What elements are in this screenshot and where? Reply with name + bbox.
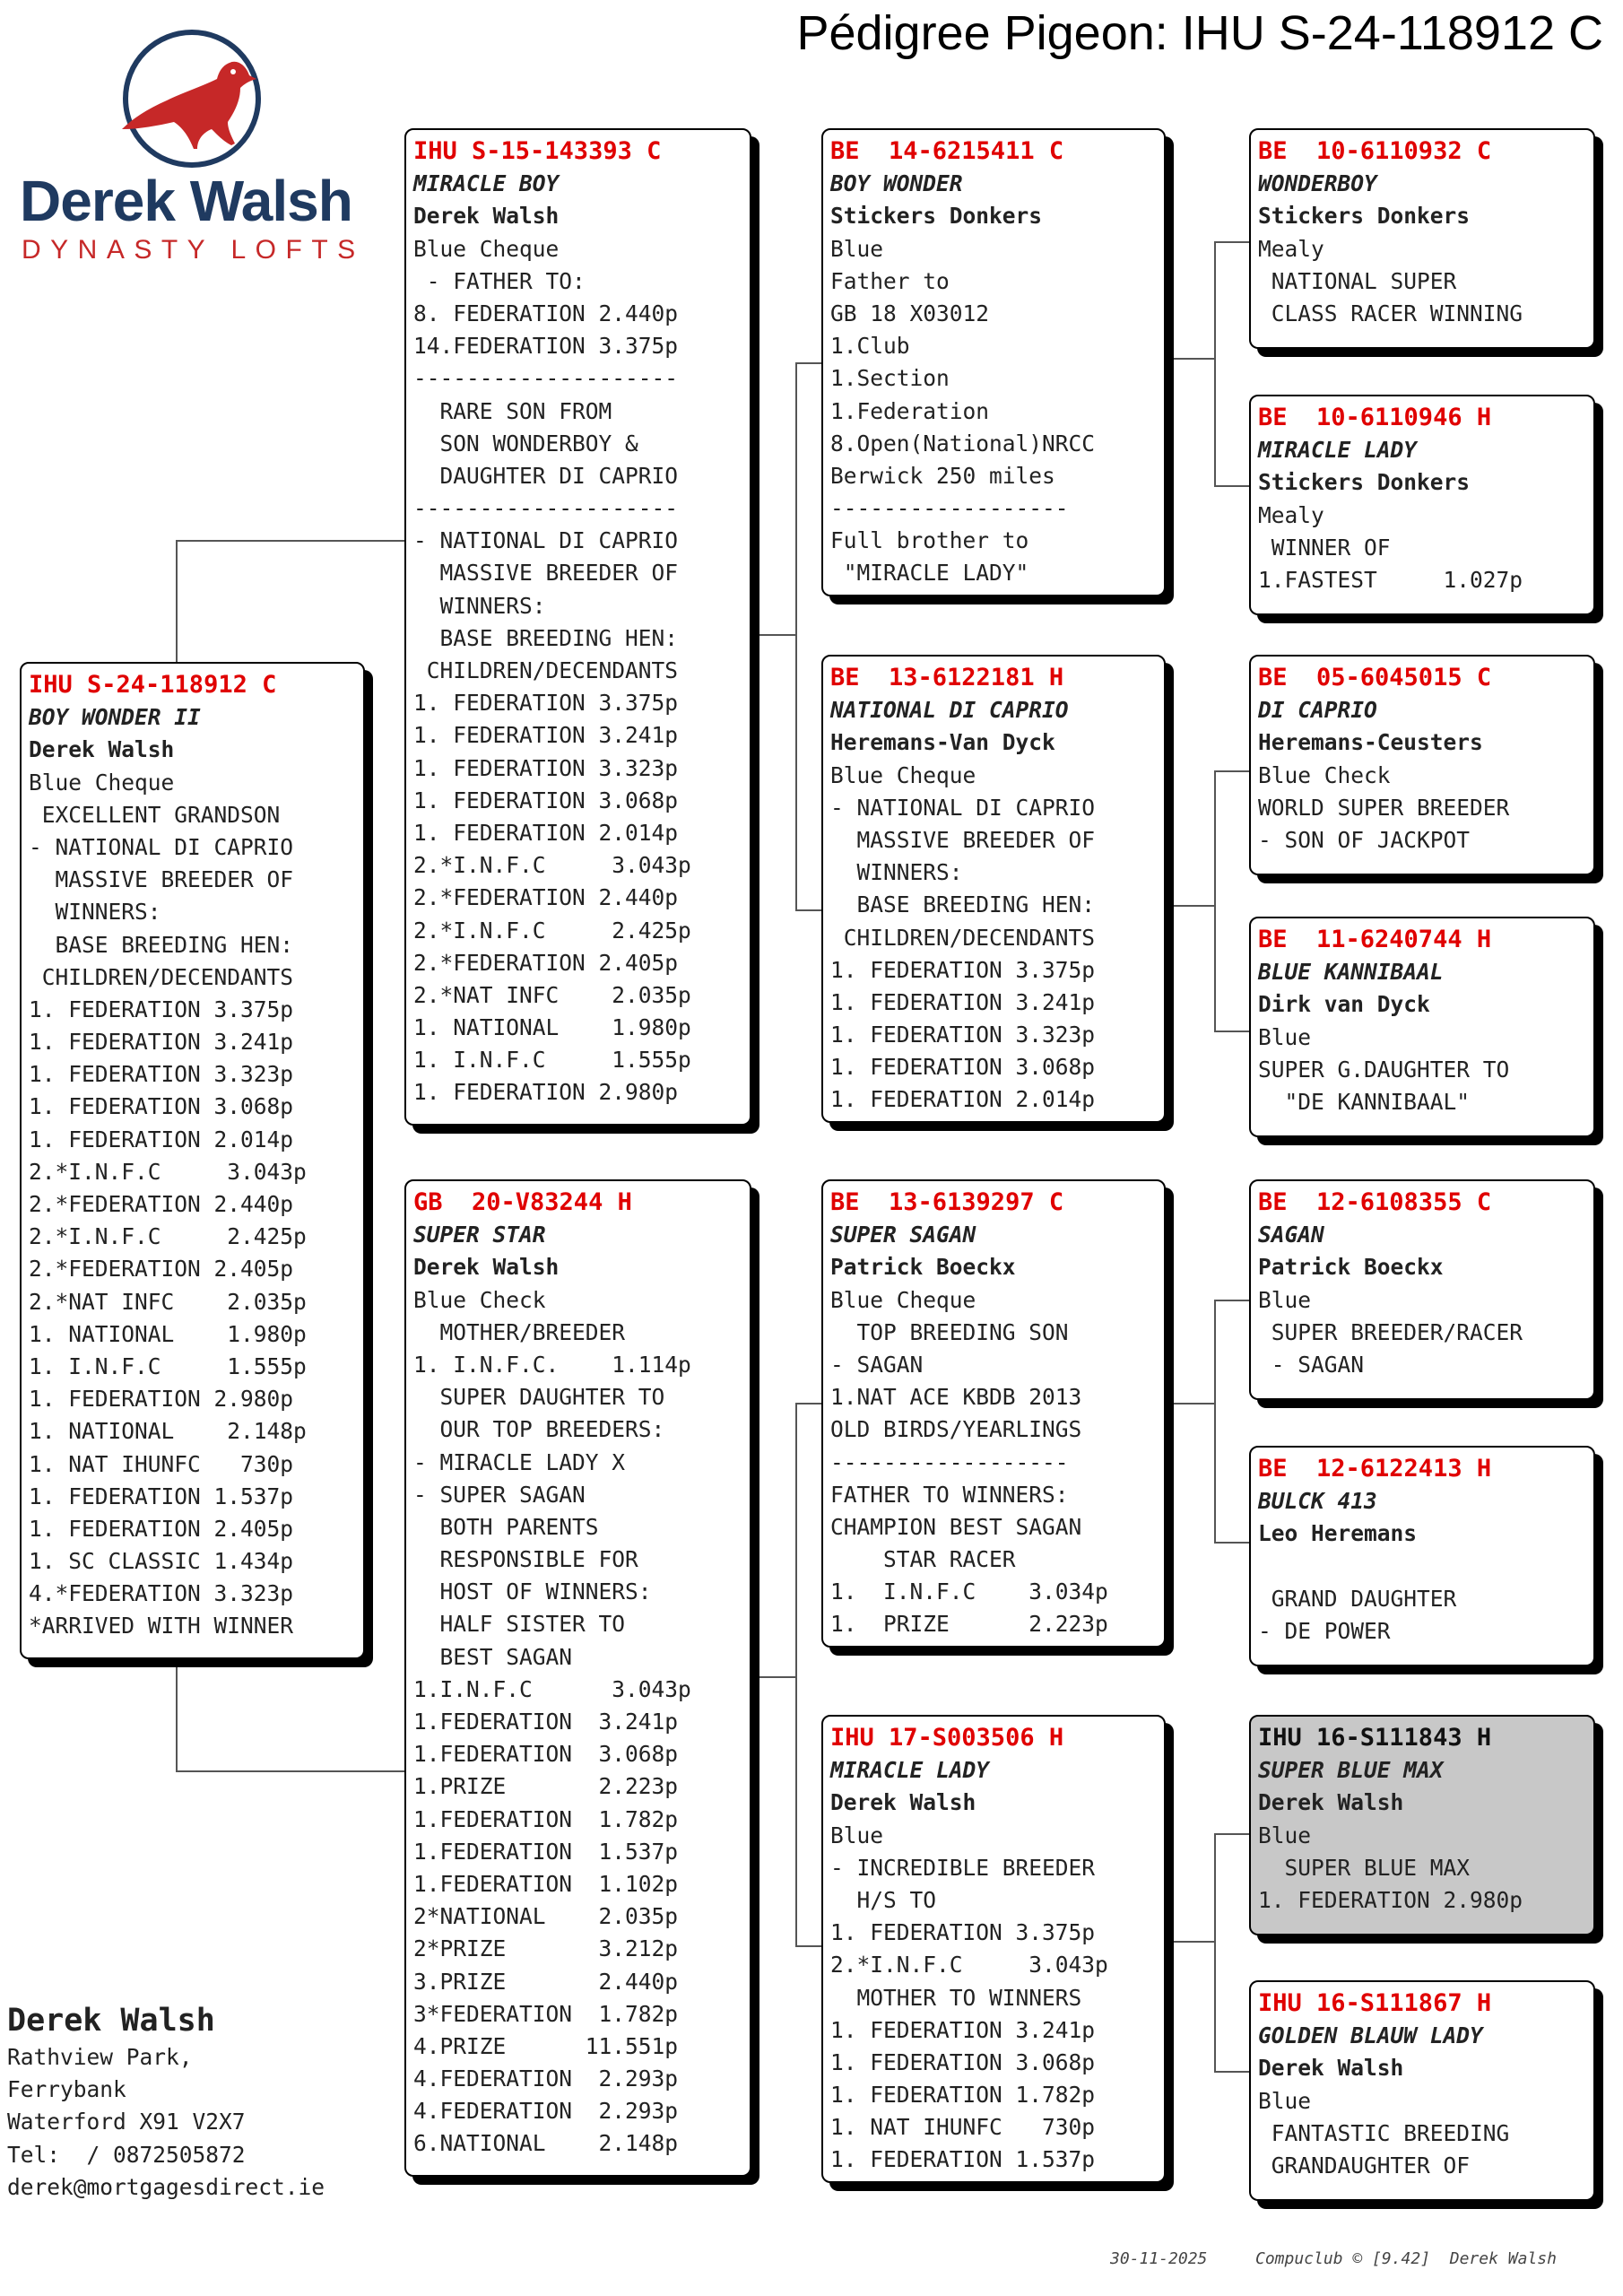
note-line: 1. FEDERATION 3.068p xyxy=(29,1093,294,1120)
note-line: 1. PRIZE 2.223p xyxy=(830,1611,1108,1638)
owner-name: Dirk van Dyck xyxy=(1258,991,1430,1018)
note-line: "MIRACLE LADY" xyxy=(830,560,1029,587)
note-line: 2.*FEDERATION 2.440p xyxy=(413,884,679,911)
ring-number: IHU S-24-118912 C xyxy=(29,671,277,699)
pigeon-card-sire-dam[interactable] xyxy=(821,655,1166,1123)
note-line: 1.FEDERATION 1.102p xyxy=(413,1870,679,1897)
note-line: 1. SC CLASSIC 1.434p xyxy=(29,1548,294,1575)
note-line: GRANDAUGHTER OF xyxy=(1258,2152,1471,2179)
note-line: 1.NAT ACE KBDB 2013 xyxy=(830,1384,1082,1411)
note-line: 1. FEDERATION 2.405p xyxy=(29,1515,294,1542)
pigeon-name: GOLDEN BLAUW LADY xyxy=(1258,2022,1483,2049)
note-line: SUPER DAUGHTER TO xyxy=(413,1384,665,1411)
pigeon-name: BOY WONDER xyxy=(830,170,963,197)
pigeon-name: BULCK 413 xyxy=(1258,1488,1377,1515)
note-line: 1.I.N.F.C 3.043p xyxy=(413,1675,691,1702)
pigeon-color: Mealy xyxy=(1258,501,1324,528)
pedigree-notes xyxy=(1258,1317,1586,1381)
pigeon-name: MIRACLE LADY xyxy=(830,1757,990,1784)
note-line: "DE KANNIBAAL" xyxy=(1258,1088,1471,1115)
note-line: MOTHER TO WINNERS xyxy=(830,1984,1082,2011)
owner-name: Patrick Boeckx xyxy=(830,1254,1016,1281)
ring-number: BE 13-6122181 H xyxy=(830,664,1064,691)
note-line: 1. NATIONAL 2.148p xyxy=(29,1418,307,1445)
note-line: 1.PRIZE 2.223p xyxy=(413,1773,679,1800)
note-line: *ARRIVED WITH WINNER xyxy=(29,1613,294,1639)
note-line: -------------------- xyxy=(413,365,679,392)
page-title: Pédigree Pigeon: IHU S-24-118912 C xyxy=(796,6,1603,60)
note-line: WORLD SUPER BREEDER xyxy=(1258,794,1510,821)
pedigree-notes xyxy=(1258,265,1586,330)
note-line: MASSIVE BREEDER OF xyxy=(29,866,294,893)
note-line: 1. I.N.F.C 1.555p xyxy=(413,1047,691,1074)
pedigree-notes xyxy=(1258,792,1586,857)
note-line: 1. FEDERATION 3.241p xyxy=(413,722,679,749)
note-line: 1. FEDERATION 3.375p xyxy=(830,1919,1096,1946)
owner-name: Stickers Donkers xyxy=(830,203,1043,230)
note-line: 1. FEDERATION 3.375p xyxy=(29,996,294,1022)
owner-name: Stickers Donkers xyxy=(1258,469,1471,496)
pigeon-color: Blue xyxy=(1258,1822,1312,1848)
note-line: 1. FEDERATION 3.323p xyxy=(830,1022,1096,1048)
owner-name: Derek Walsh xyxy=(830,1789,976,1816)
note-line: 2.*NAT INFC 2.035p xyxy=(413,981,691,1008)
pigeon-card-dsd[interactable] xyxy=(1249,1446,1595,1666)
owner-name: Derek Walsh xyxy=(1258,1789,1404,1816)
note-line: SUPER G.DAUGHTER TO xyxy=(1258,1056,1510,1083)
note-line: - NATIONAL DI CAPRIO xyxy=(29,833,294,860)
note-line: 1. FEDERATION 2.014p xyxy=(413,819,679,846)
owner-name: Stickers Donkers xyxy=(1258,203,1471,230)
note-line: ------------------ xyxy=(830,495,1069,522)
note-line: - FATHER TO: xyxy=(413,267,586,294)
owner-name: Derek Walsh xyxy=(413,1254,560,1281)
note-line: - SON OF JACKPOT xyxy=(1258,826,1471,853)
ring-number: BE 11-6240744 H xyxy=(1258,926,1492,953)
pigeon-color: Blue xyxy=(830,235,884,262)
pedigree-notes xyxy=(830,265,1157,590)
owner-name: Patrick Boeckx xyxy=(1258,1254,1444,1281)
note-line: 2.*I.N.F.C 3.043p xyxy=(830,1952,1108,1979)
note-line: HOST OF WINNERS: xyxy=(413,1578,652,1605)
note-line: 1. FEDERATION 3.375p xyxy=(413,690,679,717)
pedigree-notes xyxy=(1258,2118,1586,2182)
pigeon-card-ssd[interactable] xyxy=(1249,395,1595,615)
ring-number: BE 05-6045015 C xyxy=(1258,664,1492,691)
note-line: BASE BREEDING HEN: xyxy=(29,931,294,958)
note-line: - INCREDIBLE BREEDER xyxy=(830,1854,1096,1881)
note-line: EXCELLENT GRANDSON xyxy=(29,801,281,828)
note-line: 1. I.N.F.C. 1.114p xyxy=(413,1351,691,1378)
note-line: 1. I.N.F.C 3.034p xyxy=(830,1578,1108,1605)
pedigree-notes xyxy=(413,265,742,1109)
note-line: 1. FEDERATION 2.014p xyxy=(830,1086,1096,1113)
note-line: CHILDREN/DECENDANTS xyxy=(830,924,1096,951)
note-line: Father to xyxy=(830,267,950,294)
pigeon-color: Mealy xyxy=(1258,235,1324,262)
note-line: 14.FEDERATION 3.375p xyxy=(413,333,679,360)
pigeon-color: Blue Cheque xyxy=(830,1286,976,1313)
note-line: OUR TOP BREEDERS: xyxy=(413,1416,665,1443)
note-line: 1.Section xyxy=(830,365,950,392)
pedigree-notes xyxy=(1258,1583,1586,1648)
note-line: 1.FASTEST 1.027p xyxy=(1258,566,1523,593)
logo-wordmark: Derek Walsh xyxy=(20,169,352,233)
footer-date: 30-11-2025 xyxy=(1110,2249,1208,2268)
pigeon-name: SUPER BLUE MAX xyxy=(1258,1757,1444,1784)
note-line: 2*NATIONAL 2.035p xyxy=(413,1903,679,1930)
owner-name: Heremans-Van Dyck xyxy=(830,729,1055,756)
address-name: Derek Walsh xyxy=(7,2003,215,2039)
note-line: 2.*FEDERATION 2.405p xyxy=(413,949,679,976)
note-line: HALF SISTER TO xyxy=(413,1611,626,1638)
address-email: derek@mortgagesdirect.ie xyxy=(7,2173,325,2200)
note-line: 2.*I.N.F.C 3.043p xyxy=(29,1158,307,1185)
note-line: 1. FEDERATION 2.980p xyxy=(29,1386,294,1413)
note-line: 1. NAT IHUNFC 730p xyxy=(830,2114,1096,2141)
pigeon-card-sss[interactable] xyxy=(1249,128,1595,349)
note-line: BASE BREEDING HEN: xyxy=(830,891,1096,918)
note-line: 3*FEDERATION 1.782p xyxy=(413,2000,679,2027)
note-line: 6.NATIONAL 2.148p xyxy=(413,2130,679,2157)
address-line: Ferrybank xyxy=(7,2076,126,2103)
note-line: - MIRACLE LADY X xyxy=(413,1448,626,1475)
pigeon-card-dam[interactable] xyxy=(404,1179,751,2177)
note-line: - NATIONAL DI CAPRIO xyxy=(830,794,1096,821)
owner-name: Derek Walsh xyxy=(1258,2055,1404,2082)
ring-number: IHU S-15-143393 C xyxy=(413,137,662,165)
footer-software: Compuclub © [9.42] Derek Walsh xyxy=(1255,2249,1557,2268)
note-line: - SUPER SAGAN xyxy=(413,1481,586,1508)
note-line: Full brother to xyxy=(830,527,1029,554)
note-line: 1.FEDERATION 1.537p xyxy=(413,1838,679,1865)
note-line: WINNERS: xyxy=(830,859,963,886)
note-line: WINNERS: xyxy=(29,899,161,926)
pigeon-card-ddd[interactable] xyxy=(1249,1980,1595,2201)
note-line: GB 18 X03012 xyxy=(830,300,990,326)
note-line: Berwick 250 miles xyxy=(830,462,1055,489)
note-line: 2*PRIZE 3.212p xyxy=(413,1935,679,1962)
pigeon-color: Blue xyxy=(830,1822,884,1848)
note-line: 1. FEDERATION 3.068p xyxy=(830,2048,1096,2075)
note-line: 1. FEDERATION 3.068p xyxy=(413,787,679,813)
note-line: MASSIVE BREEDER OF xyxy=(413,560,679,587)
note-line: - SAGAN xyxy=(1258,1351,1365,1378)
note-line: RARE SON FROM xyxy=(413,397,612,424)
pigeon-name: SAGAN xyxy=(1258,1222,1324,1248)
note-line: 8. FEDERATION 2.440p xyxy=(413,300,679,326)
pigeon-name: SUPER STAR xyxy=(413,1222,546,1248)
pedigree-notes xyxy=(830,1317,1157,1641)
pigeon-card-dam-dam[interactable] xyxy=(821,1715,1166,2183)
pigeon-card-sds[interactable] xyxy=(1249,655,1595,875)
note-line: 1. FEDERATION 3.241p xyxy=(830,988,1096,1015)
note-line: 1.FEDERATION 3.068p xyxy=(413,1741,679,1768)
note-line: 2.*I.N.F.C 2.425p xyxy=(413,917,691,944)
note-line: BASE BREEDING HEN: xyxy=(413,624,679,651)
note-line: 2.*FEDERATION 2.440p xyxy=(29,1191,294,1217)
note-line: 1. FEDERATION 1.782p xyxy=(830,2082,1096,2109)
note-line: 2.*I.N.F.C 3.043p xyxy=(413,852,691,879)
pedigree-notes xyxy=(413,1317,742,2161)
address-phone: Tel: / 0872505872 xyxy=(7,2141,246,2168)
note-line: TOP BREEDING SON xyxy=(830,1318,1069,1345)
pigeon-card-dam-sire[interactable] xyxy=(821,1179,1166,1648)
pigeon-name: MIRACLE LADY xyxy=(1258,437,1418,464)
owner-address xyxy=(7,2000,325,2204)
pedigree-notes xyxy=(830,1852,1157,2177)
note-line: SUPER BLUE MAX xyxy=(1258,1854,1471,1881)
ring-number: BE 14-6215411 C xyxy=(830,137,1064,165)
pigeon-card-dds[interactable] xyxy=(1249,1715,1595,1935)
note-line: 1. I.N.F.C 1.555p xyxy=(29,1352,307,1379)
note-line: 1. FEDERATION 3.323p xyxy=(29,1061,294,1088)
logo-subtitle: DYNASTY LOFTS xyxy=(22,235,365,265)
ring-number: IHU 17-S003506 H xyxy=(830,1724,1064,1752)
pigeon-card-sire[interactable] xyxy=(404,128,751,1126)
note-line: SON WONDERBOY & xyxy=(413,430,638,457)
note-line: MASSIVE BREEDER OF xyxy=(830,826,1096,853)
note-line: 2.*FEDERATION 2.405p xyxy=(29,1256,294,1283)
ring-number: BE 12-6122413 H xyxy=(1258,1455,1492,1483)
pigeon-name: DI CAPRIO xyxy=(1258,697,1377,724)
pigeon-name: NATIONAL DI CAPRIO xyxy=(830,697,1069,724)
note-line: STAR RACER xyxy=(830,1546,1016,1573)
ring-number: BE 12-6108355 C xyxy=(1258,1188,1492,1216)
ring-number: IHU 16-S111867 H xyxy=(1258,1989,1492,2017)
note-line: CHILDREN/DECENDANTS xyxy=(413,657,679,683)
note-line: 1.FEDERATION 1.782p xyxy=(413,1805,679,1832)
pigeon-card-dss[interactable] xyxy=(1249,1179,1595,1400)
note-line: - NATIONAL DI CAPRIO xyxy=(413,527,679,554)
ring-number: IHU 16-S111843 H xyxy=(1258,1724,1492,1752)
owner-name: Leo Heremans xyxy=(1258,1520,1418,1547)
ring-number: BE 10-6110946 H xyxy=(1258,404,1492,431)
note-line: WINNER OF xyxy=(1258,534,1391,561)
ring-number: BE 10-6110932 C xyxy=(1258,137,1492,165)
note-line: CHAMPION BEST SAGAN xyxy=(830,1513,1082,1540)
note-line: 8.Open(National)NRCC xyxy=(830,430,1096,457)
pigeon-color: Blue Cheque xyxy=(29,769,175,796)
pigeon-name: BOY WONDER II xyxy=(29,704,201,731)
note-line: BOTH PARENTS xyxy=(413,1513,599,1540)
ring-number: GB 20-V83244 H xyxy=(413,1188,632,1216)
note-line: 1. FEDERATION 3.068p xyxy=(830,1054,1096,1081)
address-line: Rathview Park, xyxy=(7,2044,193,2070)
note-line: 1. FEDERATION 1.537p xyxy=(29,1483,294,1509)
note-line: OLD BIRDS/YEARLINGS xyxy=(830,1416,1082,1443)
note-line: 1. FEDERATION 2.980p xyxy=(1258,1886,1523,1913)
note-line: 3.PRIZE 2.440p xyxy=(413,1968,679,1995)
pigeon-color: Blue Check xyxy=(1258,761,1391,788)
note-line: - SAGAN xyxy=(830,1351,924,1378)
note-line: 1. NATIONAL 1.980p xyxy=(413,1014,691,1041)
note-line: GRAND DAUGHTER xyxy=(1258,1585,1457,1612)
pigeon-color xyxy=(1258,1551,1586,1583)
note-line: BEST SAGAN xyxy=(413,1643,573,1670)
owner-name: Derek Walsh xyxy=(413,203,560,230)
note-line: 1. FEDERATION 3.375p xyxy=(830,956,1096,983)
note-line: CLASS RACER WINNING xyxy=(1258,300,1523,326)
note-line: 1.Club xyxy=(830,333,910,360)
note-line: 1.FEDERATION 3.241p xyxy=(413,1709,679,1735)
note-line: 1. FEDERATION 3.323p xyxy=(413,754,679,781)
note-line: SUPER BREEDER/RACER xyxy=(1258,1318,1523,1345)
note-line: 4.PRIZE 11.551p xyxy=(413,2032,679,2059)
pigeon-name: SUPER SAGAN xyxy=(830,1222,976,1248)
note-line: 1. FEDERATION 2.980p xyxy=(413,1079,679,1106)
note-line: - DE POWER xyxy=(1258,1617,1391,1644)
note-line: 1. FEDERATION 3.241p xyxy=(29,1029,294,1056)
note-line: NATIONAL SUPER xyxy=(1258,267,1457,294)
pedigree-notes xyxy=(29,799,356,1643)
note-line: 1. FEDERATION 1.537p xyxy=(830,2146,1096,2173)
note-line: 1. FEDERATION 2.014p xyxy=(29,1126,294,1152)
ring-number: BE 13-6139297 C xyxy=(830,1188,1064,1216)
note-line: 1. NATIONAL 1.980p xyxy=(29,1320,307,1347)
note-line: RESPONSIBLE FOR xyxy=(413,1546,638,1573)
pigeon-card-sire-sire[interactable] xyxy=(821,128,1166,596)
note-line: -------------------- xyxy=(413,495,679,522)
owner-name: Heremans-Ceusters xyxy=(1258,729,1483,756)
pigeon-color: Blue Cheque xyxy=(413,235,560,262)
pedigree-notes xyxy=(1258,1054,1586,1118)
pigeon-name: MIRACLE BOY xyxy=(413,170,560,197)
note-line: FATHER TO WINNERS: xyxy=(830,1481,1069,1508)
pigeon-color: Blue xyxy=(1258,1286,1312,1313)
note-line: CHILDREN/DECENDANTS xyxy=(29,963,294,990)
note-line: 4.FEDERATION 2.293p xyxy=(413,2066,679,2092)
note-line: 1. NAT IHUNFC 730p xyxy=(29,1450,294,1477)
pedigree-notes xyxy=(1258,532,1586,596)
pigeon-name: WONDERBOY xyxy=(1258,170,1377,197)
note-line: 4.*FEDERATION 3.323p xyxy=(29,1580,294,1607)
note-line: 2.*NAT INFC 2.035p xyxy=(29,1288,307,1315)
note-line: 1. FEDERATION 3.241p xyxy=(830,2016,1096,2043)
address-line: Waterford X91 V2X7 xyxy=(7,2109,246,2135)
pedigree-notes xyxy=(1258,1852,1586,1917)
pigeon-name: BLUE KANNIBAAL xyxy=(1258,959,1444,986)
owner-name: Derek Walsh xyxy=(29,736,175,763)
pigeon-card-subject[interactable] xyxy=(20,662,365,1659)
pigeon-color: Blue xyxy=(1258,1023,1312,1050)
pigeon-card-sdd[interactable] xyxy=(1249,917,1595,1137)
pigeon-color: Blue Check xyxy=(413,1286,546,1313)
pedigree-notes xyxy=(830,792,1157,1117)
note-line: WINNERS: xyxy=(413,592,546,619)
note-line: DAUGHTER DI CAPRIO xyxy=(413,462,679,489)
pigeon-color: Blue xyxy=(1258,2087,1312,2114)
pigeon-color: Blue Cheque xyxy=(830,761,976,788)
note-line: 4.FEDERATION 2.293p xyxy=(413,2098,679,2125)
note-line: 2.*I.N.F.C 2.425p xyxy=(29,1223,307,1250)
note-line: MOTHER/BREEDER xyxy=(413,1318,626,1345)
note-line: FANTASTIC BREEDING xyxy=(1258,2119,1510,2146)
note-line: H/S TO xyxy=(830,1886,937,1913)
note-line: ------------------ xyxy=(830,1448,1069,1475)
note-line: 1.Federation xyxy=(830,397,990,424)
